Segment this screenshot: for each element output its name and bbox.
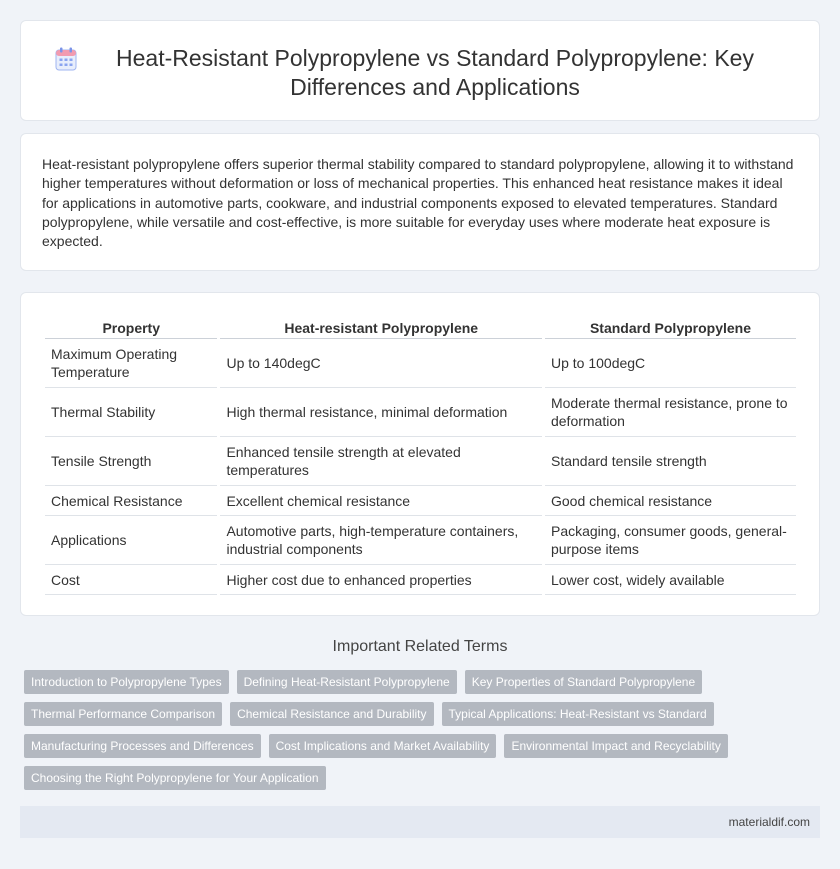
related-term-tag[interactable]: Choosing the Right Polypropylene for Your Application (24, 766, 326, 790)
footer-site-link[interactable]: materialdif.com (728, 815, 810, 829)
intro-card (20, 133, 820, 271)
table-cell: Chemical Resistance (45, 486, 217, 516)
related-term-tag[interactable]: Thermal Performance Comparison (24, 702, 222, 726)
related-term-tag[interactable]: Environmental Impact and Recyclability (504, 734, 727, 758)
table-cell: Tensile Strength (45, 437, 217, 486)
table-cell: Lower cost, widely available (545, 565, 796, 595)
related-terms-list (24, 670, 814, 798)
related-term-tag[interactable]: Manufacturing Processes and Differences (24, 734, 261, 758)
table-cell: Applications (45, 516, 217, 565)
table-cell: Enhanced tensile strength at elevated temperatures (220, 437, 542, 486)
table-row (45, 486, 796, 516)
table-cell: Standard tensile strength (545, 437, 796, 486)
table-row (45, 565, 796, 595)
table-cell: Higher cost due to enhanced properties (220, 565, 542, 595)
table-cell: Maximum Operating Temperature (45, 339, 217, 388)
table-cell: Packaging, consumer goods, general-purpose items (545, 516, 796, 565)
table-cell: Up to 140degC (220, 339, 542, 388)
related-term-tag[interactable]: Defining Heat-Resistant Polypropylene (237, 670, 457, 694)
table-cell: Thermal Stability (45, 388, 217, 437)
table-cell: Good chemical resistance (545, 486, 796, 516)
table-row (45, 388, 796, 437)
column-header: Standard Polypropylene (545, 317, 796, 339)
related-term-tag[interactable]: Introduction to Polypropylene Types (24, 670, 229, 694)
table-cell: Moderate thermal resistance, prone to deformation (545, 388, 796, 437)
related-term-tag[interactable]: Typical Applications: Heat-Resistant vs Standard (442, 702, 714, 726)
column-header: Property (45, 317, 217, 339)
table-row (45, 437, 796, 486)
related-term-tag[interactable]: Key Properties of Standard Polypropylene (465, 670, 702, 694)
table-row (45, 516, 796, 565)
related-term-tag[interactable]: Chemical Resistance and Durability (230, 702, 433, 726)
comparison-table (42, 317, 799, 595)
related-term-tag[interactable]: Cost Implications and Market Availability (269, 734, 497, 758)
related-terms-heading: Important Related Terms (332, 638, 508, 655)
footer (20, 806, 820, 838)
table-row (45, 339, 796, 388)
column-header: Heat-resistant Polypropylene (220, 317, 542, 339)
header-card (20, 20, 820, 121)
table-cell: Automotive parts, high-temperature containers, industrial components (220, 516, 542, 565)
table-header-row (45, 317, 796, 339)
table-cell: Up to 100degC (545, 339, 796, 388)
table-cell: Excellent chemical resistance (220, 486, 542, 516)
table-cell: High thermal resistance, minimal deformation (220, 388, 542, 437)
comparison-card (20, 292, 820, 616)
intro-paragraph: Heat-resistant polypropylene offers superior thermal stability compared to standard polypropylene, allowing it to withstand higher temperatures without deformation or loss of mechanical properties. This enhanced heat resistance makes it ideal for applications in automotive parts, cookware, and industrial components exposed to elevated temperatures. Standard polypropylene, while versatile and cost-effective, is more suitable for everyday uses where moderate heat exposure is expected. (42, 156, 794, 250)
page-title: Heat-Resistant Polypropylene vs Standard Polypropylene: Key Differences and Applications (116, 45, 754, 100)
table-cell: Cost (45, 565, 217, 595)
